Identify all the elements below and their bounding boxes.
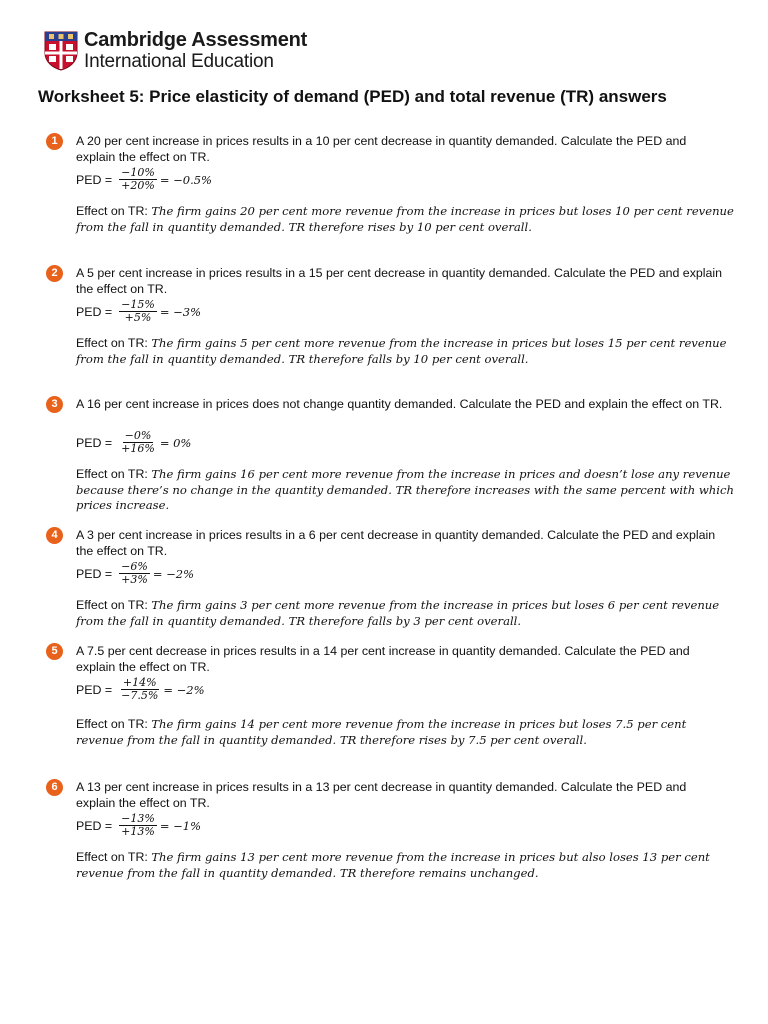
question-number-badge: 1 [46,133,63,150]
ped-denominator: +3% [121,573,148,586]
question-text: A 3 per cent increase in prices results in a 6 per cent decrease in quantity demanded. Calculate the PED and explain the effect on TR. [76,528,716,558]
question-text: A 5 per cent increase in prices results in a 15 per cent decrease in quantity demanded. Calculate the PED and explain the effect on TR. [76,266,723,296]
ped-numerator: −13% [121,812,155,825]
ped-fraction [119,677,160,702]
ped-result: = −0.5% [159,172,212,187]
ped-result: = 0% [159,435,192,450]
ped-label: PED = [76,818,113,833]
page-title: Worksheet 5: Price elasticity of demand (PED) and total revenue (TR) answers [38,87,667,106]
question-text: A 20 per cent increase in prices results in a 10 per cent decrease in quantity demanded. Calculate the PED and explain the effect on TR. [76,134,687,164]
question-number-badge: 3 [46,396,63,413]
question-text: A 16 per cent increase in prices does not change quantity demanded. Calculate the PED and explain the effect on TR. [76,397,723,411]
question-number-badge: 2 [46,265,63,282]
ped-label: PED = [76,435,113,450]
ped-fraction [119,167,157,192]
question-text: A 7.5 per cent decrease in prices results in a 14 per cent increase in quantity demanded. Calculate the PED and explain the effect on TR. [76,644,690,674]
effect-answer: The firm gains 16 per cent more revenue from the increase in prices and doesn’t lose any revenue because there’s no change in the quantity demanded. TR therefore increases with the same percent with which prices increase. [76,467,734,512]
ped-calculation [76,299,201,324]
ped-label: PED = [76,172,113,187]
ped-numerator: −15% [121,298,155,311]
question-text: A 13 per cent increase in prices results in a 13 per cent decrease in quantity demanded. Calculate the PED and explain the effect on TR. [76,780,687,810]
ped-result: = −3% [159,304,201,319]
effect-on-tr [76,204,736,235]
effect-on-tr [76,850,736,881]
ped-label: PED = [76,682,113,697]
ped-fraction [119,813,157,838]
ped-calculation [76,430,191,455]
effect-on-tr [76,598,736,629]
brand-line-1: Cambridge Assessment [84,29,308,51]
ped-result: = −2% [152,566,194,581]
brand-line-2: International Education [84,51,274,72]
question-number-badge: 6 [46,779,63,796]
ped-denominator: +13% [121,825,155,838]
ped-calculation [76,677,205,702]
ped-result: = −2% [163,682,205,697]
ped-numerator: −10% [121,166,155,179]
effect-label: Effect on TR: [76,204,148,218]
effect-label: Effect on TR: [76,336,148,350]
effect-label: Effect on TR: [76,598,148,612]
ped-label: PED = [76,304,113,319]
brand-name [84,30,307,71]
ped-numerator: −6% [121,560,148,573]
ped-label: PED = [76,566,113,581]
ped-result: = −1% [159,818,201,833]
effect-answer: The firm gains 20 per cent more revenue from the increase in prices but loses 10 per cent revenue from the fall in quantity demanded. TR therefore rises by 10 per cent overall. [76,204,734,234]
ped-fraction [119,561,150,586]
ped-calculation [76,561,194,586]
effect-answer: The firm gains 5 per cent more revenue from the increase in prices but loses 15 per cent revenue from the fall in quantity demanded. TR therefore falls by 10 per cent overall. [76,336,727,366]
effect-on-tr [76,717,736,748]
ped-denominator: −7.5% [121,689,159,702]
effect-label: Effect on TR: [76,850,148,864]
ped-numerator: −0% [124,429,152,442]
effect-label: Effect on TR: [76,467,148,481]
effect-label: Effect on TR: [76,717,148,731]
ped-denominator: +20% [121,179,155,192]
effect-answer: The firm gains 13 per cent more revenue from the increase in prices but also loses 13 per cent revenue from the fall in quantity demanded. TR therefore remains unchanged. [76,850,710,880]
effect-answer: The firm gains 14 per cent more revenue from the increase in prices but loses 7.5 per cent revenue from the fall in quantity demanded. TR therefore rises by 7.5 per cent overall. [76,717,687,747]
question-number-badge: 5 [46,643,63,660]
ped-fraction [119,299,157,324]
ped-calculation [76,813,201,838]
ped-calculation [76,167,212,192]
effect-on-tr [76,336,736,367]
ped-denominator: +16% [121,442,155,455]
header [44,30,307,71]
question-number-badge: 4 [46,527,63,544]
ped-denominator: +5% [124,311,152,324]
effect-on-tr [76,467,736,514]
ped-numerator: +14% [122,676,157,689]
cambridge-crest-icon [44,31,78,71]
ped-fraction [119,430,157,455]
effect-answer: The firm gains 3 per cent more revenue from the increase in prices but loses 6 per cent revenue from the fall in quantity demanded. TR therefore falls by 3 per cent overall. [76,598,720,628]
